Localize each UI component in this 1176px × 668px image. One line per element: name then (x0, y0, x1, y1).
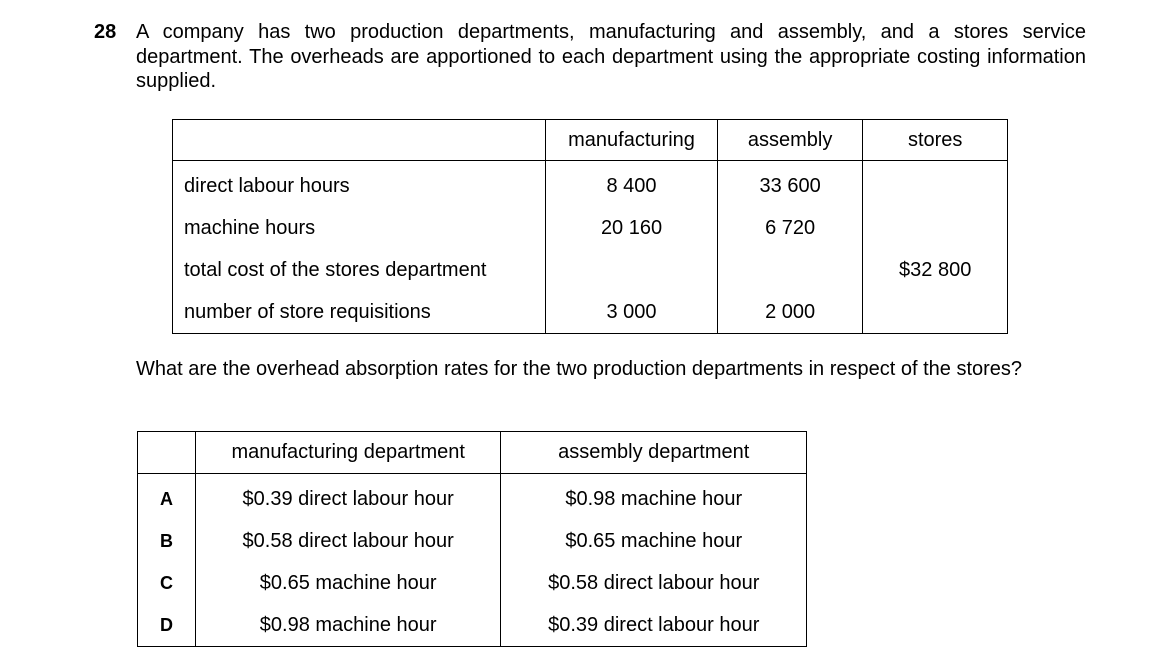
header-stores: stores (863, 120, 1008, 161)
answer-option-d[interactable] (138, 604, 807, 647)
table-row (173, 161, 1008, 208)
cell-assembly: 33 600 (717, 161, 862, 208)
header-assembly: assembly (717, 120, 862, 161)
cell-manufacturing: 20 160 (546, 207, 718, 249)
header-blank (138, 432, 196, 474)
option-manufacturing-rate: $0.58 direct labour hour (195, 520, 501, 562)
option-letter: A (159, 488, 173, 509)
cell-stores: $32 800 (863, 249, 1008, 291)
answer-option-c[interactable] (138, 562, 807, 604)
cell-manufacturing (546, 249, 718, 291)
option-letter: C (159, 572, 173, 593)
cell-assembly: 6 720 (717, 207, 862, 249)
question-text: A company has two production departments, manufacturing and assembly, and a stores service department. The overheads are apportioned to each department using the appropriate costing information supplied. (136, 21, 1086, 92)
cell-assembly (717, 249, 862, 291)
row-label: machine hours (184, 216, 316, 239)
table-row (173, 249, 1008, 291)
row-label: direct labour hours (184, 174, 350, 197)
option-letter: D (159, 614, 173, 635)
question-number: 28 (94, 21, 117, 43)
option-manufacturing-rate: $0.65 machine hour (195, 562, 501, 604)
cell-manufacturing: 8 400 (546, 161, 718, 208)
answer-options-table (137, 431, 807, 647)
answer-option-b[interactable] (138, 520, 807, 562)
header-blank (173, 120, 546, 161)
table-header-row (173, 120, 1008, 161)
option-manufacturing-rate: $0.39 direct labour hour (195, 474, 501, 521)
option-manufacturing-rate: $0.98 machine hour (195, 604, 501, 647)
header-assembly-department: assembly department (501, 432, 807, 474)
answer-option-a[interactable] (138, 474, 807, 521)
question-prompt: What are the overhead absorption rates for the two production departments in respect of the stores? (136, 358, 1023, 380)
costing-data-table (172, 119, 1008, 334)
table-row (173, 207, 1008, 249)
option-assembly-rate: $0.58 direct labour hour (501, 562, 807, 604)
option-assembly-rate: $0.39 direct labour hour (501, 604, 807, 647)
cell-stores (863, 161, 1008, 208)
table-row (173, 291, 1008, 334)
cell-stores (863, 291, 1008, 334)
row-label: total cost of the stores department (184, 258, 487, 281)
cell-stores (863, 207, 1008, 249)
option-assembly-rate: $0.98 machine hour (501, 474, 807, 521)
header-manufacturing-department: manufacturing department (195, 432, 501, 474)
option-assembly-rate: $0.65 machine hour (501, 520, 807, 562)
answer-header-row (138, 432, 807, 474)
header-manufacturing: manufacturing (546, 120, 718, 161)
cell-manufacturing: 3 000 (546, 291, 718, 334)
cell-assembly: 2 000 (717, 291, 862, 334)
option-letter: B (159, 530, 173, 551)
row-label: number of store requisitions (184, 300, 431, 323)
